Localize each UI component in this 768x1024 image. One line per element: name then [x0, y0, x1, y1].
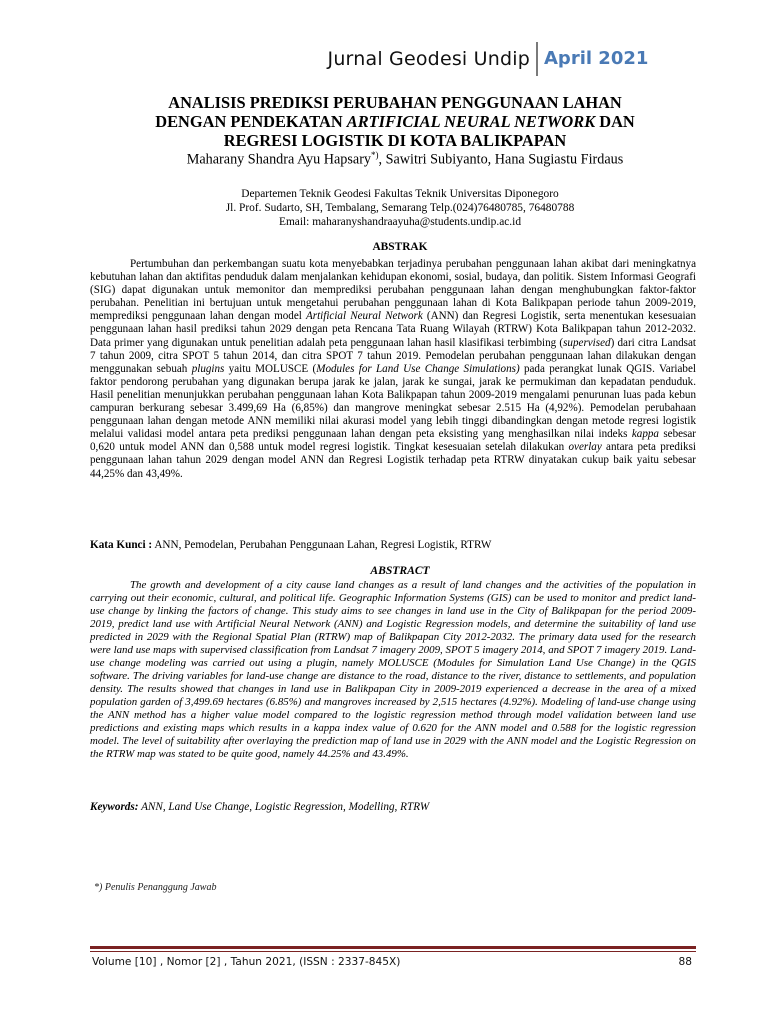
title-line-2-italic: ARTIFICIAL NEURAL NETWORK — [346, 112, 596, 131]
title-line-2 — [80, 112, 710, 131]
abstrak-term-plugins: plugins — [191, 362, 225, 375]
issue-date: April 2021 — [544, 48, 649, 69]
abstrak-text-1: Pertumbuhan dan perkembangan suatu kota menyebabkan terjadinya perubahan penggunaan lahan akibat dari meningkatnya kebutuhan lahan dan aktifitas penduduk dalam menjalankan kehidupan ekonomi, sosial, budaya, dan politik. Sistem Informasi Geografi (SIG) dapat digunakan untuk memonitor dan memprediksi perubahan penggunaan lahan dengan menghubungkan faktor-faktor perubahan. Penelitian ini bertujuan untuk mengetahui perubahan penggunaan lahan di Kota Balikpapan periode tahun 2009-2019, memprediksi penggunaan lahan dengan model — [90, 258, 696, 323]
abstrak-text-6: sebesar 0,620 untuk model ANN dan 0,588 untuk model regresi logistik. Tingkat kesesuaian setelah dilakukan — [90, 428, 696, 454]
abstrak-paragraph — [90, 258, 696, 481]
affiliation-block — [120, 187, 680, 229]
kata-kunci-text: ANN, Pemodelan, Perubahan Penggunaan Lahan, Regresi Logistik, RTRW — [152, 539, 492, 551]
keywords-text: ANN, Land Use Change, Logistic Regression, Modelling, RTRW — [138, 801, 430, 813]
keywords — [90, 801, 696, 813]
abstrak-text-5: pada perangkat lunak QGIS. Variabel faktor pendorong perubahan yang digunakan berupa jarak ke jalan, jarak ke sungai, jarak ke permukiman dan kepadatan penduduk. Hasil penelitian menunjukkan perubahan penggunaan lahan Kota Balikpapan tahun 2009-2019 mengalami penurunan luas pada kebun campuran berkurang sebesar 3.499,69 Ha (6,85%) dan mangrove meningkat sebesar 2.515 Ha (4,92%). Pemodelan perubahaan penggunaan lahan dengan metode ANN memiliki nilai akurasi model yang lebih tinggi dibandingkan dengan metode regresi logistik melalui validasi model antara peta prediksi penggunaan lahan dengan peta eksisting yang menghasilkan nilai indeks — [90, 362, 696, 441]
abstrak-text-4: yaitu MOLUSCE ( — [224, 362, 317, 375]
co-authors: , Sawitri Subiyanto, Hana Sugiastu Firdaus — [378, 151, 624, 168]
abstrak-text-3: ) dari citra Landsat 7 tahun 2009, citra SPOT 5 tahun 2014, dan citra SPOT 7 tahun 2019. Pemodelan perubahan penggunaan lahan dilakukan dengan menggunakan sebuah — [90, 336, 696, 375]
footer-rule-thin — [90, 951, 696, 952]
affiliation-department: Departemen Teknik Geodesi Fakultas Teknik Universitas Diponegoro — [241, 188, 559, 200]
keywords-label: Keywords: — [90, 801, 139, 813]
journal-name: Jurnal Geodesi Undip — [327, 48, 530, 70]
abstrak-term-supervised: supervised — [563, 336, 611, 349]
abstrak-term-ann: Artificial Neural Network — [306, 310, 423, 323]
abstract-body — [90, 579, 696, 761]
author-list — [80, 150, 730, 169]
journal-header — [0, 40, 768, 84]
page-number: 88 — [678, 956, 692, 968]
footer-citation: Volume [10] , Nomor [2] , Tahun 2021, (ISSN : 2337-845X) — [92, 956, 401, 968]
abstrak-term-overlay: overlay — [568, 441, 602, 454]
author-email: Email: maharanyshandraayuha@students.undip.ac.id — [278, 216, 522, 228]
title-line-1: ANALISIS PREDIKSI PERUBAHAN PENGGUNAAN LAHAN — [168, 93, 622, 112]
paper-title — [80, 93, 710, 150]
corresponding-author-mark: *) — [371, 150, 379, 160]
header-divider — [536, 42, 538, 76]
corresponding-author-footnote: *) Penulis Penanggung Jawab — [94, 882, 217, 893]
corresponding-author: Maharany Shandra Ayu Hapsary — [186, 151, 372, 168]
title-line-3: REGRESI LOGISTIK DI KOTA BALIKPAPAN — [223, 131, 567, 150]
affiliation-address: Jl. Prof. Sudarto, SH, Tembalang, Semarang Telp.(024)76480785, 76480788 — [225, 202, 575, 214]
abstract-paragraph: The growth and development of a city cause land changes as a result of land changes and the activities of the population in carrying out their economic, cultural, and political life. Geographic Information Systems (GIS) can be used to monitor and predict land-use change by linking the factors of change. This study aims to see changes in land use in the City of Balikpapan for the period 2009-2019, predict land use with Artificial Neural Network (ANN) and Logistic Regression models, and determine the suitability of land use predicted in 2029 with the Regional Spatial Plan (RTRW) map of Balikpapan City 2012-2032. The primary data used for the research were land use maps with supervised classification from Landsat 7 imagery 2009, SPOT 5 imagery 2014, and SPOT 7 imagery 2019. Land-use change modeling was carried out using a plugin, namely MOLUSCE (Modules for Simulation Land Use Change) in the QGIS software. The driving variables for land-use change are distance to the road, distance to the river, distance to settlements, and population density. The results showed that changes in land use in Balikpapan City in 2009-2019 experienced a decrease in the area of a mixed population garden of 3,499.69 hectares (6.85%) and mangroves increased by 2,515 hectares (4.92%). Modeling of land-use change using the ANN method has a higher value model compared to the logistic regression method through model validation between land use predictions and existing maps which results in a kappa index value of 0.620 for the ANN model and 0.588 for the logistic regression model. The level of suitability after overlaying the prediction map of land use in 2029 with the ANN model and the Logistic Regression on the RTRW map was stated to be quite good, namely 44.25% and 43.49%. — [90, 579, 696, 760]
title-line-2-prefix: DENGAN PENDEKATAN — [155, 112, 347, 131]
abstrak-text-2: (ANN) dan Regresi Logistik, serta menentukan kesesuaian penggunaan lahan hasil prediksi tahun 2029 dengan peta Rencana Tata Ruang Wilayah (RTRW) Kota Balikpapan tahun 2012-2032. Data primer yang digunakan untuk penelitian adalah peta penggunaan lahan hasil klasifikasi terbimbing ( — [90, 310, 696, 349]
abstrak-term-molusce: Modules for Land Use Change Simulations) — [316, 362, 520, 375]
abstrak-heading: ABSTRAK — [372, 241, 428, 253]
abstrak-term-kappa: kappa — [631, 428, 659, 441]
title-line-2-suffix: DAN — [595, 112, 635, 131]
footer-rule-thick — [90, 946, 696, 949]
kata-kunci — [90, 539, 696, 551]
kata-kunci-label: Kata Kunci : — [90, 539, 153, 551]
abstract-heading: ABSTRACT — [370, 564, 430, 577]
abstrak-body — [90, 258, 696, 481]
abstrak-text-7: antara peta prediksi penggunaan lahan tahun 2029 dengan model ANN dan Regresi Logistik terhadap peta RTRW dinyatakan cukup baik yaitu sebesar 44,25% dan 43,49%. — [90, 441, 696, 480]
